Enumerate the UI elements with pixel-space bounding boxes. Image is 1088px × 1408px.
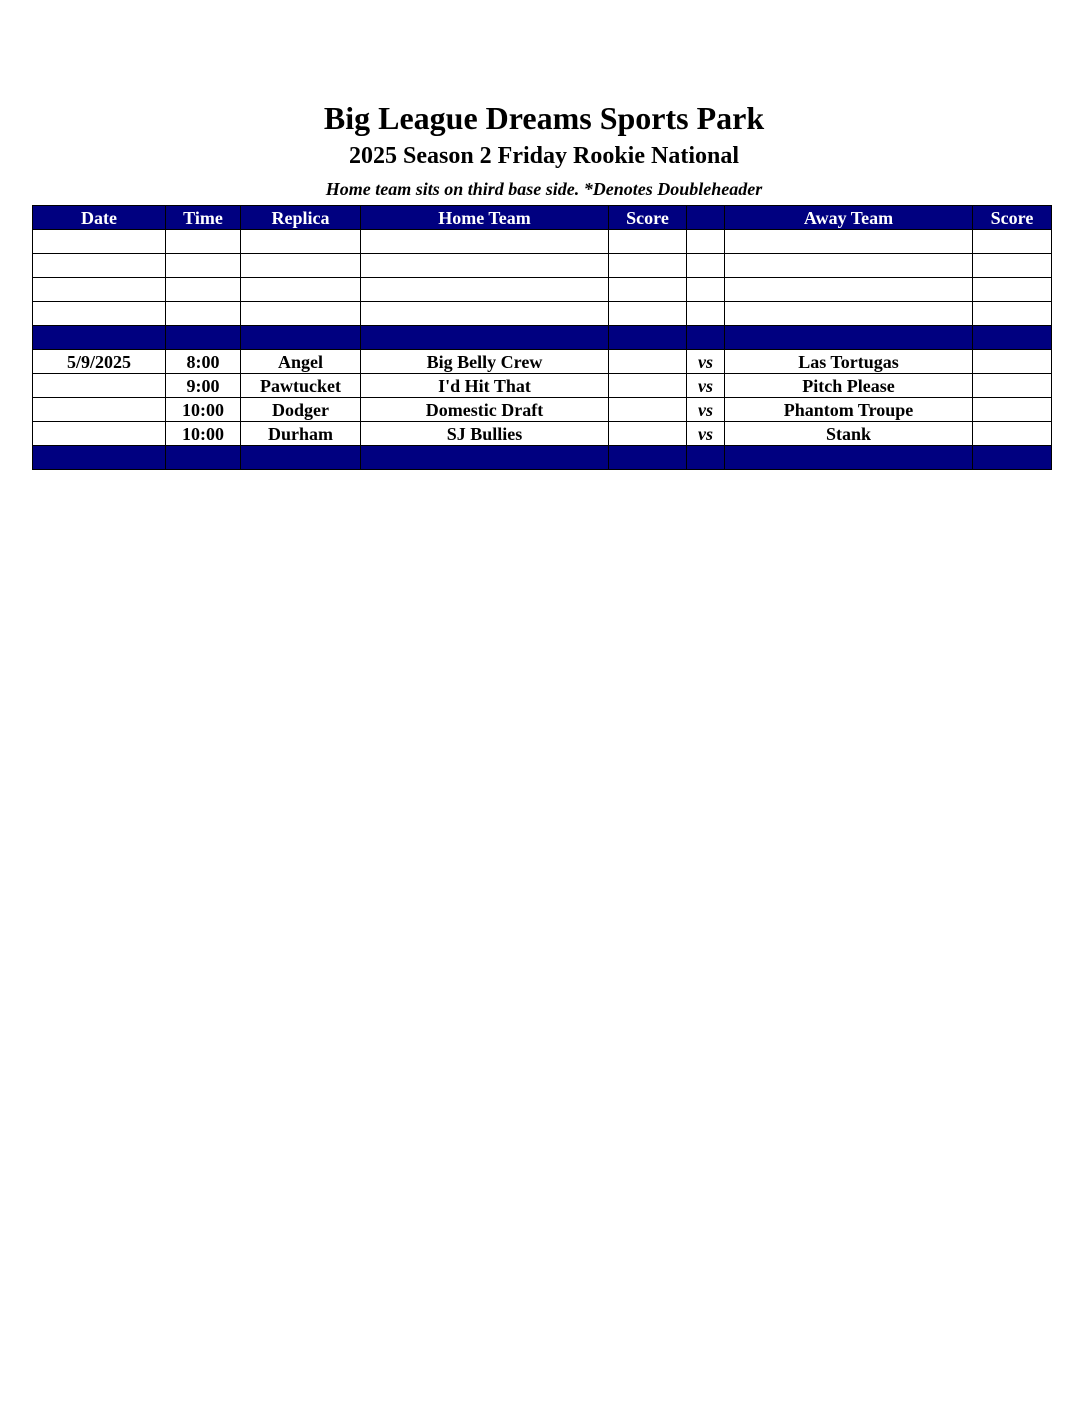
home-team: SJ Bullies bbox=[361, 422, 609, 446]
empty-row bbox=[33, 254, 1052, 278]
game-replica: Durham bbox=[241, 422, 361, 446]
band-cell bbox=[687, 326, 725, 350]
column-header-away-team: Away Team bbox=[725, 206, 973, 230]
empty-cell bbox=[241, 230, 361, 254]
empty-cell bbox=[241, 302, 361, 326]
empty-cell bbox=[361, 302, 609, 326]
page-subtitle: 2025 Season 2 Friday Rookie National bbox=[348, 143, 740, 169]
empty-cell bbox=[166, 302, 241, 326]
empty-cell bbox=[725, 302, 973, 326]
band-cell bbox=[725, 446, 973, 470]
away-score bbox=[973, 350, 1052, 374]
empty-cell bbox=[609, 278, 687, 302]
empty-cell bbox=[687, 230, 725, 254]
empty-cell bbox=[241, 278, 361, 302]
empty-cell bbox=[33, 278, 166, 302]
band-cell bbox=[33, 326, 166, 350]
game-date bbox=[33, 374, 166, 398]
empty-cell bbox=[361, 278, 609, 302]
game-row bbox=[33, 398, 1052, 422]
empty-cell bbox=[33, 302, 166, 326]
band-cell bbox=[973, 326, 1052, 350]
game-replica: Pawtucket bbox=[241, 374, 361, 398]
away-score bbox=[973, 398, 1052, 422]
game-date bbox=[33, 422, 166, 446]
home-team: Domestic Draft bbox=[361, 398, 609, 422]
empty-row bbox=[33, 230, 1052, 254]
game-row bbox=[33, 422, 1052, 446]
separator-band bbox=[33, 446, 1052, 470]
empty-cell bbox=[361, 230, 609, 254]
empty-cell bbox=[166, 254, 241, 278]
column-header-replica: Replica bbox=[241, 206, 361, 230]
band-cell bbox=[973, 446, 1052, 470]
empty-cell bbox=[687, 278, 725, 302]
empty-cell bbox=[973, 230, 1052, 254]
band-cell bbox=[166, 446, 241, 470]
band-cell bbox=[609, 326, 687, 350]
column-header-date: Date bbox=[33, 206, 166, 230]
band-cell bbox=[241, 446, 361, 470]
game-time: 8:00 bbox=[166, 350, 241, 374]
away-team: Phantom Troupe bbox=[725, 398, 973, 422]
empty-cell bbox=[361, 254, 609, 278]
band-cell bbox=[609, 446, 687, 470]
empty-row bbox=[33, 302, 1052, 326]
empty-cell bbox=[687, 254, 725, 278]
game-date: 5/9/2025 bbox=[33, 350, 166, 374]
empty-cell bbox=[687, 302, 725, 326]
game-row bbox=[33, 374, 1052, 398]
vs-label: vs bbox=[687, 374, 725, 398]
empty-cell bbox=[33, 254, 166, 278]
empty-cell bbox=[973, 302, 1052, 326]
header-row bbox=[33, 206, 1052, 230]
vs-label: vs bbox=[687, 422, 725, 446]
column-header-home-team: Home Team bbox=[361, 206, 609, 230]
empty-cell bbox=[609, 254, 687, 278]
band-cell bbox=[361, 446, 609, 470]
away-team: Stank bbox=[725, 422, 973, 446]
empty-cell bbox=[33, 230, 166, 254]
band-cell bbox=[687, 446, 725, 470]
band-cell bbox=[361, 326, 609, 350]
home-score bbox=[609, 350, 687, 374]
home-team: Big Belly Crew bbox=[361, 350, 609, 374]
separator-band bbox=[33, 326, 1052, 350]
empty-cell bbox=[241, 254, 361, 278]
column-header-away-score: Score bbox=[973, 206, 1052, 230]
away-team: Las Tortugas bbox=[725, 350, 973, 374]
schedule-table bbox=[32, 205, 1052, 470]
band-cell bbox=[725, 326, 973, 350]
empty-cell bbox=[725, 230, 973, 254]
empty-cell bbox=[725, 254, 973, 278]
page-title: Big League Dreams Sports Park bbox=[323, 100, 765, 136]
home-score bbox=[609, 422, 687, 446]
empty-cell bbox=[609, 230, 687, 254]
away-team: Pitch Please bbox=[725, 374, 973, 398]
vs-label: vs bbox=[687, 398, 725, 422]
schedule-note: Home team sits on third base side. *Denotes Doubleheader bbox=[325, 179, 763, 199]
empty-cell bbox=[609, 302, 687, 326]
home-score bbox=[609, 398, 687, 422]
empty-cell bbox=[973, 278, 1052, 302]
home-team: I'd Hit That bbox=[361, 374, 609, 398]
band-cell bbox=[33, 446, 166, 470]
game-time: 10:00 bbox=[166, 422, 241, 446]
column-header-home-score: Score bbox=[609, 206, 687, 230]
game-time: 9:00 bbox=[166, 374, 241, 398]
empty-cell bbox=[166, 230, 241, 254]
game-replica: Dodger bbox=[241, 398, 361, 422]
empty-cell bbox=[725, 278, 973, 302]
game-row bbox=[33, 350, 1052, 374]
band-cell bbox=[241, 326, 361, 350]
empty-cell bbox=[166, 278, 241, 302]
column-header-vs bbox=[687, 206, 725, 230]
away-score bbox=[973, 422, 1052, 446]
game-time: 10:00 bbox=[166, 398, 241, 422]
home-score bbox=[609, 374, 687, 398]
vs-label: vs bbox=[687, 350, 725, 374]
empty-cell bbox=[973, 254, 1052, 278]
away-score bbox=[973, 374, 1052, 398]
game-date bbox=[33, 398, 166, 422]
column-header-time: Time bbox=[166, 206, 241, 230]
empty-row bbox=[33, 278, 1052, 302]
game-replica: Angel bbox=[241, 350, 361, 374]
band-cell bbox=[166, 326, 241, 350]
